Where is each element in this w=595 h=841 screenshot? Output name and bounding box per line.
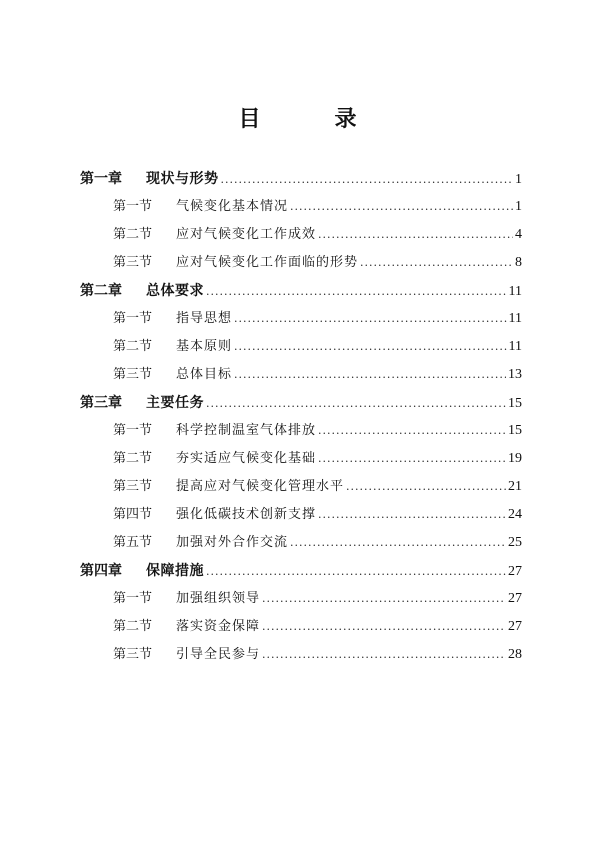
toc-number: 第四章 [80,563,122,579]
toc-label: 基本原则 [176,339,233,354]
toc-number: 第三节 [113,647,153,662]
toc-number: 第二章 [80,283,122,299]
toc-number: 第二节 [113,227,153,242]
toc-number: 第一章 [80,171,122,187]
toc-number: 第三节 [113,479,153,494]
toc-page: 4 [515,227,522,242]
toc-label: 总体目标 [176,367,233,382]
toc-page: 8 [515,255,522,270]
toc-page: 19 [508,451,522,466]
toc-page: 1 [515,172,522,187]
toc-page: 13 [508,367,522,382]
toc-page: 21 [508,479,522,494]
toc-section-2-1[interactable] [113,306,522,332]
toc-page: 27 [508,591,522,606]
toc-label: 科学控制温室气体排放 [176,423,317,438]
dot-leader [262,642,506,668]
toc-section-3-1[interactable] [113,418,522,444]
toc-page: 11 [508,284,522,299]
toc-number: 第一节 [113,423,153,438]
toc-page: 15 [508,396,522,411]
toc-label: 气候变化基本情况 [176,199,289,214]
toc-section-4-3[interactable] [113,642,522,668]
toc-page: 24 [508,507,522,522]
toc-label: 总体要求 [146,283,204,299]
toc-number: 第二节 [113,339,153,354]
dot-leader [221,167,514,193]
toc-label: 加强对外合作交流 [176,535,289,550]
toc-label: 应对气候变化工作成效 [176,227,317,242]
toc-label: 主要任务 [146,395,204,411]
toc-chapter-3[interactable] [80,390,522,416]
toc-number: 第五节 [113,535,153,550]
toc-page: 11 [508,311,522,326]
toc-page: 27 [508,619,522,634]
toc-section-3-2[interactable] [113,446,522,472]
toc-page: 1 [515,199,522,214]
dot-leader [318,222,513,248]
toc-label: 指导思想 [176,311,233,326]
dot-leader [318,502,506,528]
toc-number: 第四节 [113,507,153,522]
dot-leader [206,279,507,305]
toc-label: 保障措施 [146,563,204,579]
toc-page: 27 [508,564,522,579]
toc-label: 强化低碳技术创新支撑 [176,507,317,522]
toc-label: 引导全民参与 [176,647,261,662]
toc-number: 第二节 [113,619,153,634]
toc-label: 应对气候变化工作面临的形势 [176,255,359,270]
toc-section-3-5[interactable] [113,530,522,556]
toc-number: 第三章 [80,395,122,411]
dot-leader [360,250,513,276]
toc-number: 第一节 [113,199,153,214]
toc-section-1-2[interactable] [113,222,522,248]
toc-section-2-2[interactable] [113,334,522,360]
toc-section-2-3[interactable] [113,362,522,388]
dot-leader [262,586,506,612]
toc-section-3-4[interactable] [113,502,522,528]
toc-chapter-1[interactable] [80,166,522,192]
toc-chapter-2[interactable] [80,278,522,304]
toc-page: 15 [508,423,522,438]
dot-leader [206,391,506,417]
toc-number: 第一节 [113,591,153,606]
toc-section-1-3[interactable] [113,250,522,276]
dot-leader [234,362,506,388]
toc-label: 落实资金保障 [176,619,261,634]
dot-leader [206,559,506,585]
toc-label: 提高应对气候变化管理水平 [176,479,345,494]
toc-number: 第二节 [113,451,153,466]
toc-page: 28 [508,647,522,662]
toc-number: 第三节 [113,367,153,382]
page-title: 目 录 [238,106,383,132]
dot-leader [234,306,507,332]
toc-number: 第一节 [113,311,153,326]
dot-leader [346,474,506,500]
dot-leader [290,530,506,556]
dot-leader [262,614,506,640]
toc-number: 第三节 [113,255,153,270]
toc-page: 11 [508,339,522,354]
dot-leader [318,418,506,444]
toc-label: 夯实适应气候变化基础 [176,451,317,466]
toc-section-4-2[interactable] [113,614,522,640]
toc-label: 加强组织领导 [176,591,261,606]
toc-label: 现状与形势 [146,171,219,187]
dot-leader [234,334,507,360]
toc-section-1-1[interactable] [113,194,522,220]
toc-chapter-4[interactable] [80,558,522,584]
toc-page: 25 [508,535,522,550]
dot-leader [318,446,506,472]
toc-section-4-1[interactable] [113,586,522,612]
toc-section-3-3[interactable] [113,474,522,500]
dot-leader [290,194,513,220]
